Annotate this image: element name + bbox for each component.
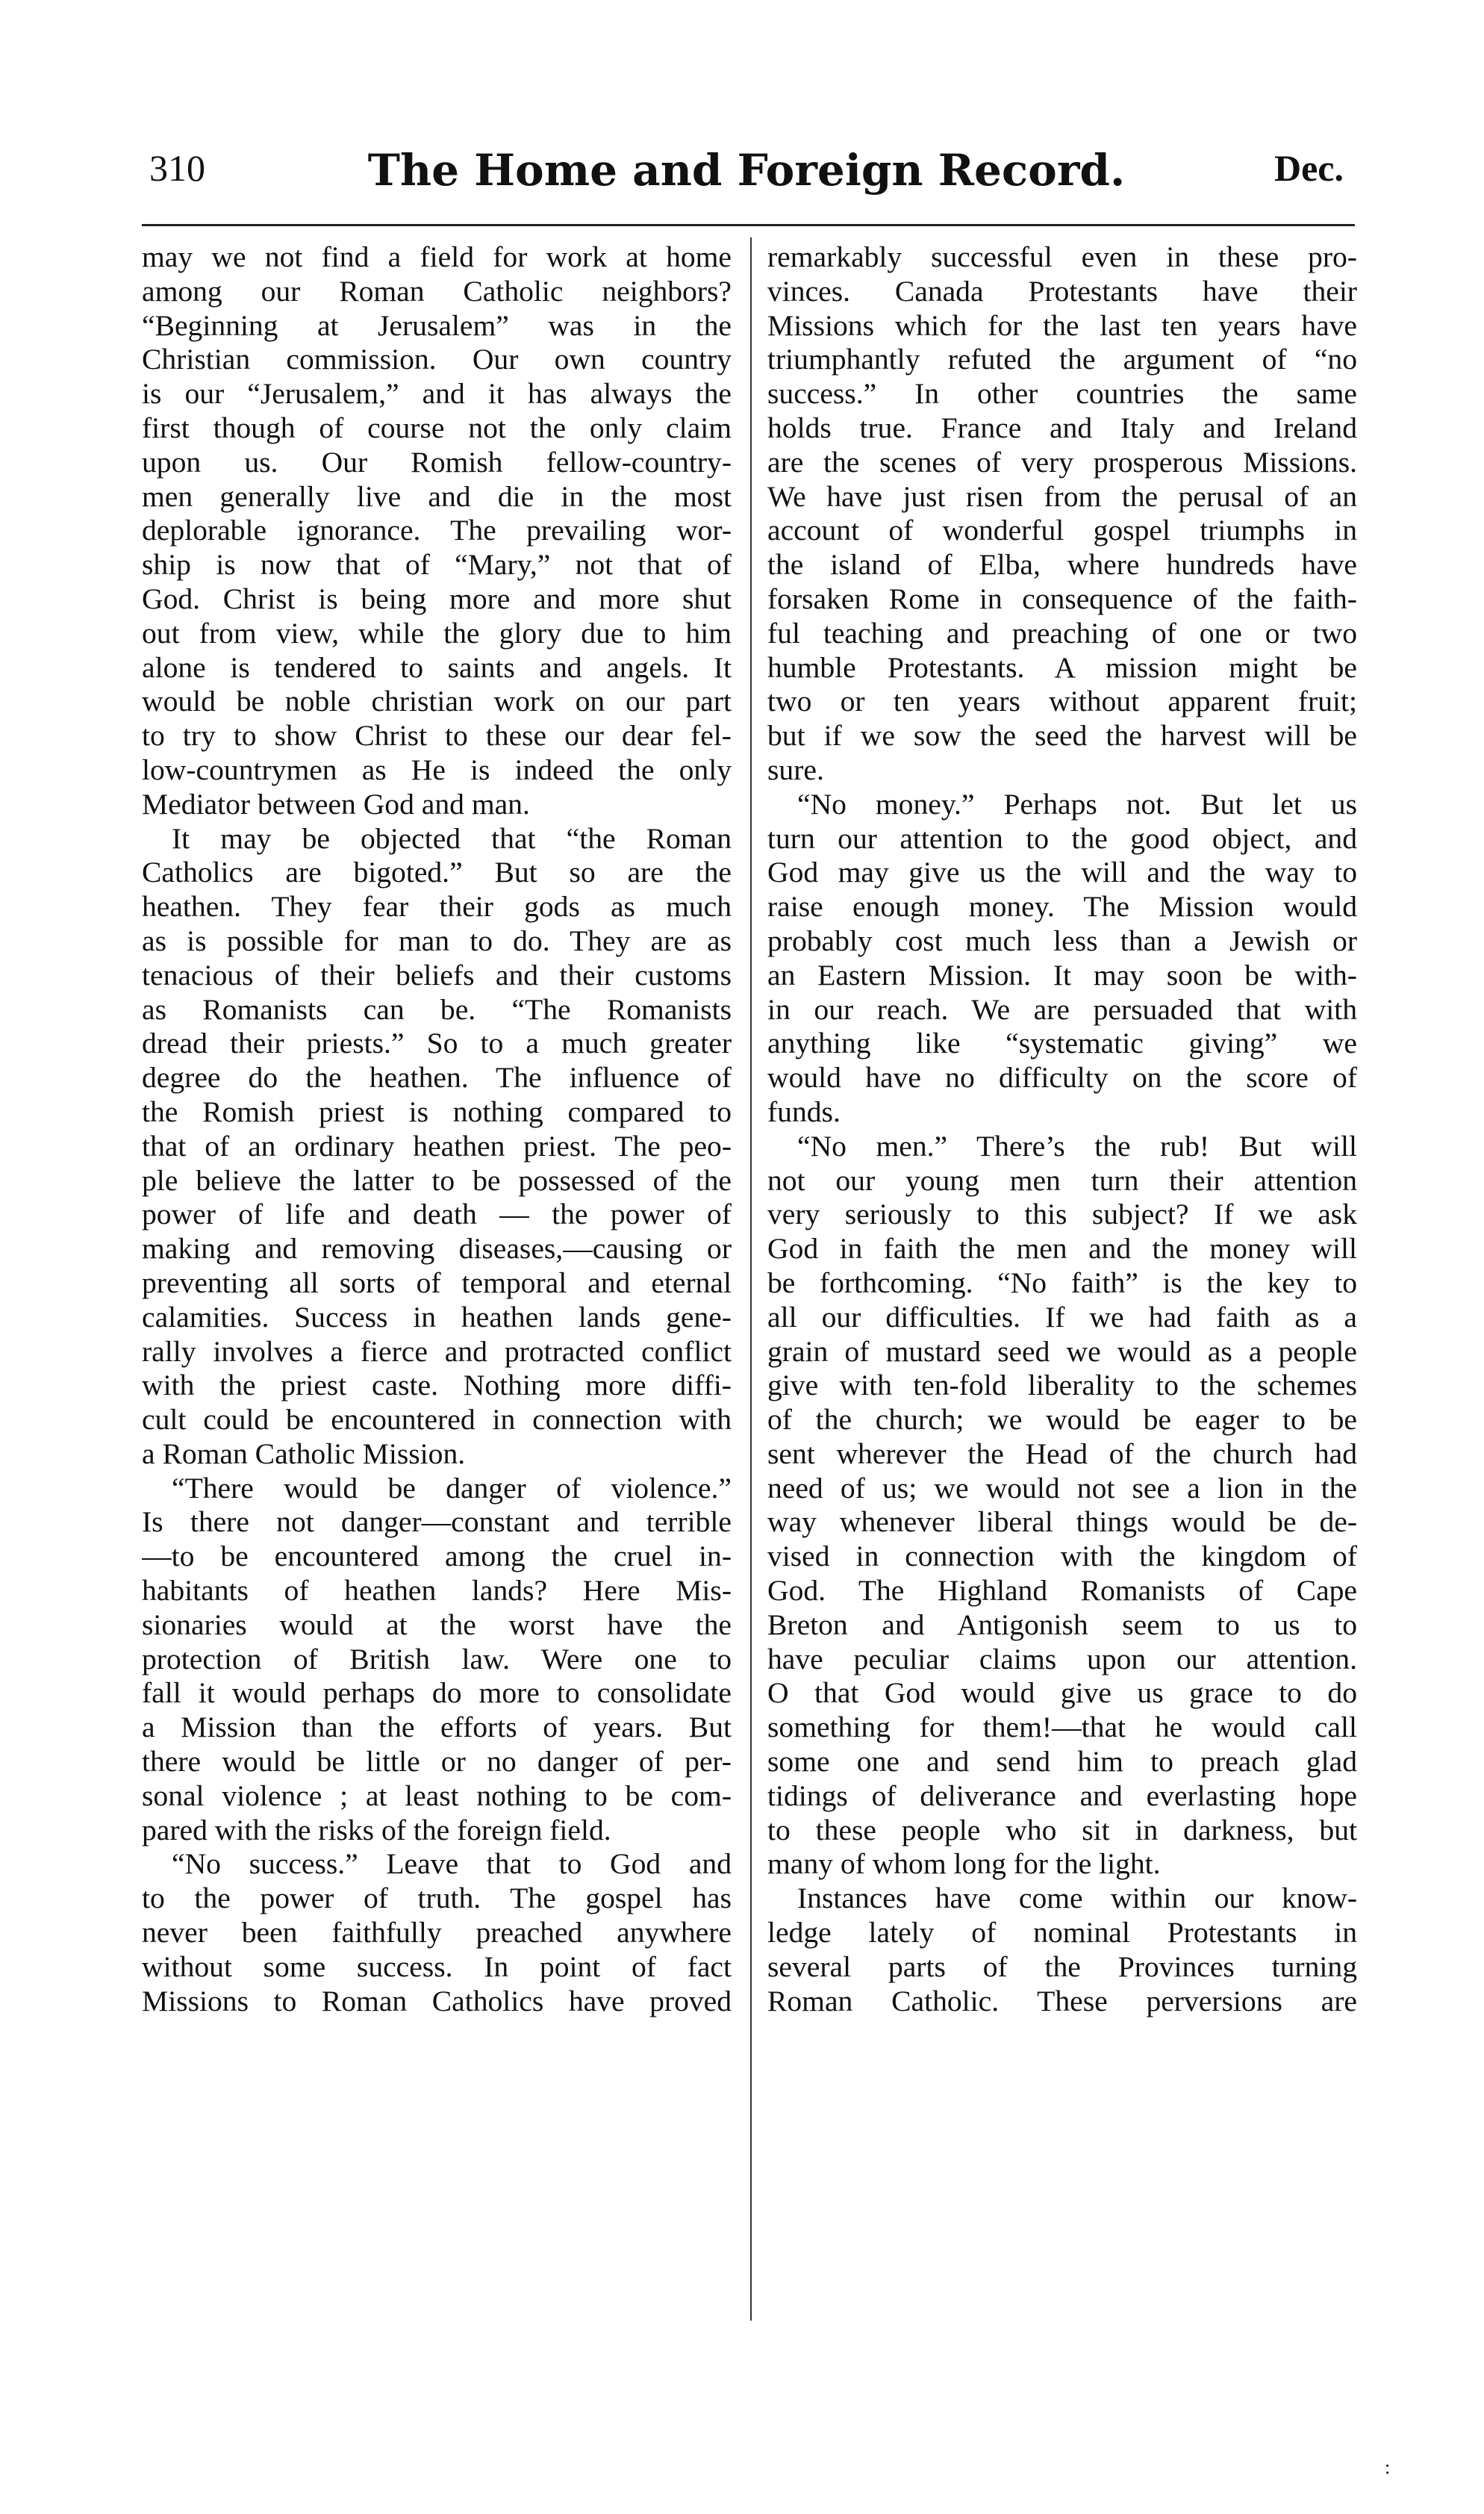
text-line: low-countrymen as He is indeed the only (142, 753, 732, 786)
text-line: ple believe the latter to be possessed of the (142, 1163, 732, 1197)
text-line: Roman Catholic. These perversions are (767, 1984, 1357, 2017)
text-line: men generally live and die in the most (142, 479, 732, 513)
text-line: have peculiar claims upon our attention. (767, 1642, 1357, 1676)
text-line: would have no difficulty on the score of (767, 1061, 1357, 1095)
text-line: raise enough money. The Mission would (767, 890, 1357, 924)
text-line: a Mission than the efforts of years. But (142, 1711, 732, 1744)
text-line: tidings of deliverance and everlasting hope (767, 1779, 1357, 1812)
text-line: God in faith the men and the money will (767, 1232, 1357, 1266)
text-line: first though of course not the only claim (142, 411, 732, 444)
text-line: account of wonderful gospel triumphs in (767, 514, 1357, 547)
text-line: something for them!—that he would call (767, 1711, 1357, 1744)
text-line: grain of mustard seed we would as a people (767, 1334, 1357, 1368)
text-line: the island of Elba, where hundreds have (767, 548, 1357, 582)
text-line: would be noble christian work on our part (142, 685, 732, 718)
text-line: vised in connection with the kingdom of (767, 1540, 1357, 1573)
text-line: way whenever liberal things would be de- (767, 1505, 1357, 1539)
text-line: Missions which for the last ten years have (767, 308, 1357, 342)
text-line: “No success.” Leave that to God and (172, 1847, 732, 1881)
text-line: be forthcoming. “No faith” is the key to (767, 1266, 1357, 1299)
text-line: power of life and death — the power of (142, 1198, 732, 1231)
text-line: Breton and Antigonish seem to us to (767, 1608, 1357, 1641)
text-line: all our difficulties. If we had faith as a (767, 1300, 1357, 1334)
text-line: is our “Jerusalem,” and it has always the (142, 377, 732, 411)
left-column (142, 240, 732, 2331)
text-line: to the power of truth. The gospel has (142, 1882, 732, 1915)
right-column (767, 240, 1357, 2331)
text-line: heathen. They fear their gods as much (142, 890, 732, 924)
text-line: Is there not danger—constant and terrible (142, 1505, 732, 1539)
text-line: “Beginning at Jerusalem” was in the (142, 308, 732, 342)
text-line: Christian commission. Our own country (142, 343, 732, 376)
text-line: there would be little or no danger of per- (142, 1745, 732, 1779)
text-line: sonal violence ; at least nothing to be com- (142, 1779, 732, 1812)
text-line: degree do the heathen. The influence of (142, 1061, 732, 1095)
page-number: 310 (149, 147, 205, 189)
text-line: upon us. Our Romish fellow-country- (142, 445, 732, 479)
running-header (149, 146, 1344, 206)
text-line: —to be encountered among the cruel in- (142, 1540, 732, 1573)
text-line: may we not find a field for work at home (142, 240, 732, 273)
text-line: triumphantly refuted the argument of “no (767, 343, 1357, 376)
text-line: preventing all sorts of temporal and eternal (142, 1266, 732, 1299)
text-line: “There would be danger of violence.” (172, 1471, 732, 1505)
text-line: some one and send him to preach glad (767, 1745, 1357, 1779)
text-line: holds true. France and Italy and Ireland (767, 411, 1357, 444)
text-line: are the scenes of very prosperous Missions. (767, 445, 1357, 479)
issue-month: Dec. (1274, 147, 1344, 189)
text-line: an Eastern Mission. It may soon be with- (767, 958, 1357, 992)
text-line: as Romanists can be. “The Romanists (142, 992, 732, 1026)
text-line: making and removing diseases,—causing or (142, 1232, 732, 1266)
text-line: calamities. Success in heathen lands gene- (142, 1300, 732, 1334)
stray-print-mark: : (1385, 2457, 1391, 2478)
text-line: cult could be encountered in connection with (142, 1403, 732, 1437)
text-line: anything like “systematic giving” we (767, 1027, 1357, 1060)
text-line: fall it would perhaps do more to consolidate (142, 1676, 732, 1710)
text-line: never been faithfully preached anywhere (142, 1916, 732, 1950)
text-line: among our Roman Catholic neighbors? (142, 274, 732, 308)
text-line: We have just risen from the perusal of an (767, 479, 1357, 513)
text-line: need of us; we would not see a lion in the (767, 1471, 1357, 1505)
text-line: very seriously to this subject? If we ask (767, 1198, 1357, 1231)
text-line: Instances have come within our know- (797, 1882, 1357, 1915)
text-line: give with ten-fold liberality to the schemes (767, 1369, 1357, 1402)
text-line: Mediator between God and man. (142, 787, 530, 821)
text-line: alone is tendered to saints and angels. It (142, 650, 732, 684)
journal-title: The Home and Foreign Record. (367, 145, 1126, 196)
text-line: pared with the risks of the foreign field. (142, 1813, 611, 1846)
text-line: funds. (767, 1095, 841, 1128)
text-line: rally involves a fierce and protracted conflict (142, 1334, 732, 1368)
text-line: tenacious of their beliefs and their customs (142, 958, 732, 992)
text-line: a Roman Catholic Mission. (142, 1437, 466, 1470)
text-line: without some success. In point of fact (142, 1950, 732, 1983)
text-line: ful teaching and preaching of one or two (767, 616, 1357, 650)
text-line: as is possible for man to do. They are as (142, 924, 732, 957)
text-line: protection of British law. Were one to (142, 1642, 732, 1676)
text-line: humble Protestants. A mission might be (767, 650, 1357, 684)
text-line: O that God would give us grace to do (767, 1676, 1357, 1710)
text-line: several parts of the Provinces turning (767, 1950, 1357, 1983)
text-line: God. The Highland Romanists of Cape (767, 1574, 1357, 1608)
text-line: success.” In other countries the same (767, 377, 1357, 411)
text-line: out from view, while the glory due to him (142, 616, 732, 650)
text-line: that of an ordinary heathen priest. The peo- (142, 1129, 732, 1163)
text-line: It may be objected that “the Roman (172, 821, 732, 855)
text-line: Catholics are bigoted.” But so are the (142, 856, 732, 889)
text-line: forsaken Rome in consequence of the faith- (767, 582, 1357, 615)
text-line: to these people who sit in darkness, but (767, 1813, 1357, 1846)
text-line: sionaries would at the worst have the (142, 1608, 732, 1641)
text-line: God may give us the will and the way to (767, 856, 1357, 889)
text-line: remarkably successful even in these pro- (767, 240, 1357, 273)
text-line: Missions to Roman Catholics have proved (142, 1984, 732, 2017)
text-line: the Romish priest is nothing compared to (142, 1095, 732, 1128)
text-line: dread their priests.” So to a much greater (142, 1027, 732, 1060)
text-line: habitants of heathen lands? Here Mis- (142, 1574, 732, 1608)
text-line: many of whom long for the light. (767, 1847, 1161, 1881)
text-line: God. Christ is being more and more shut (142, 582, 732, 615)
text-line: sent wherever the Head of the church had (767, 1437, 1357, 1470)
text-line: two or ten years without apparent fruit; (767, 685, 1357, 718)
text-line: ledge lately of nominal Protestants in (767, 1916, 1357, 1950)
text-line: not our young men turn their attention (767, 1163, 1357, 1197)
text-line: with the priest caste. Nothing more diffi- (142, 1369, 732, 1402)
text-line: turn our attention to the good object, and (767, 821, 1357, 855)
text-line: “No money.” Perhaps not. But let us (797, 787, 1357, 821)
text-line: but if we sow the seed the harvest will be (767, 719, 1357, 753)
header-rule-right (750, 224, 1355, 226)
column-divider (750, 237, 752, 2321)
text-line: sure. (767, 753, 824, 786)
text-line: probably cost much less than a Jewish or (767, 924, 1357, 957)
text-line: of the church; we would be eager to be (767, 1403, 1357, 1437)
text-line: deplorable ignorance. The prevailing wor- (142, 514, 732, 547)
text-line: in our reach. We are persuaded that with (767, 992, 1357, 1026)
text-line: ship is now that of “Mary,” not that of (142, 548, 732, 582)
text-line: vinces. Canada Protestants have their (767, 274, 1357, 308)
text-line: “No men.” There’s the rub! But will (797, 1129, 1357, 1163)
text-line: to try to show Christ to these our dear fel- (142, 719, 732, 753)
